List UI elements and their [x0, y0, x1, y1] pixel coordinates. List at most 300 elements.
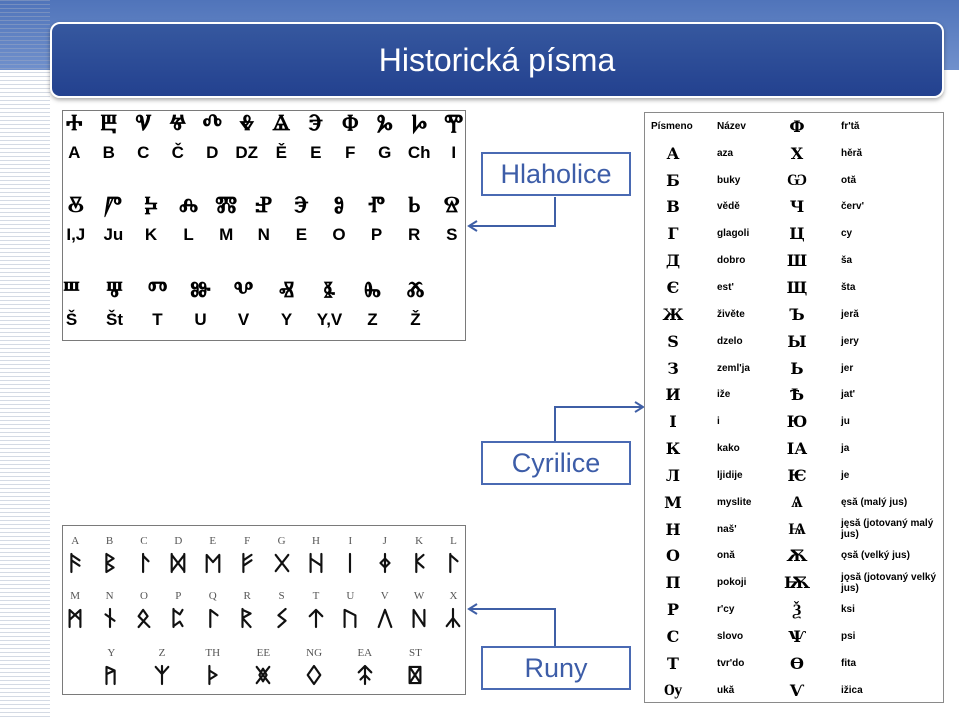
- cyrillic-letter-glyph: Ы: [787, 331, 807, 351]
- glagolitic-latin-label: U: [194, 310, 207, 329]
- cyrillic-table-row: [645, 328, 943, 355]
- cyrillic-letter-glyph: Г: [667, 224, 679, 244]
- glagolitic-letter: [320, 191, 358, 245]
- cyrillic-letter-glyph: Ѵ: [789, 680, 805, 700]
- cyrillic-letter-glyph: Ь: [790, 358, 804, 378]
- cyrillic-letter-glyph: Ю: [786, 412, 808, 432]
- rune-letter: [196, 534, 230, 574]
- cyrillic-letter-name: naš': [717, 523, 737, 535]
- rune-glyph: [341, 607, 359, 629]
- glagolitic-glyph: Ⰽ: [144, 192, 158, 218]
- glagolitic-letter: [62, 191, 95, 245]
- rune-glyph: [204, 552, 222, 574]
- glagolitic-letter: [402, 110, 437, 163]
- glagolitic-glyph: Ⰵ: [308, 110, 324, 136]
- cyrillic-letter-name: onă: [717, 550, 735, 562]
- cyrillic-letter-name: ksi: [841, 604, 855, 616]
- glagolitic-glyph: Ⱀ: [255, 192, 273, 218]
- rune-letter: [264, 534, 298, 574]
- glagolitic-latin-label: C: [137, 143, 150, 162]
- cyrillic-letter-name: jǫsă (jotovaný velký jus): [841, 571, 937, 594]
- rune-glyph: [273, 552, 291, 574]
- cyrillic-letter-glyph: Ф: [789, 116, 805, 136]
- rune-latin-label: J: [382, 535, 387, 547]
- rune-latin-label: N: [105, 590, 114, 602]
- glagolitic-latin-label: O: [332, 225, 346, 244]
- cyrillic-letter-name: buky: [717, 174, 741, 186]
- cyrillic-letter-name: glagoli: [717, 228, 750, 240]
- glagolitic-glyph: Ⱈ: [411, 110, 428, 136]
- glagolitic-row: [62, 191, 466, 245]
- rune-glyph: [135, 552, 153, 574]
- cyrillic-letter-name: myslite: [717, 496, 752, 508]
- glagolitic-glyph: Ⱇ: [341, 110, 359, 136]
- glagolitic-latin-label: K: [144, 225, 158, 244]
- glagolitic-latin-label: A: [68, 143, 81, 162]
- glagolitic-glyph: Ⰹ: [444, 110, 464, 136]
- rune-letter: [368, 589, 402, 629]
- rune-letter: [299, 534, 333, 574]
- cyrillic-letter-name: živěte: [717, 308, 745, 320]
- cyrillic-letter-glyph: І: [669, 412, 677, 432]
- rune-glyph: [101, 552, 119, 574]
- rune-glyph: [341, 552, 359, 574]
- cyrillic-letter-name: červ': [841, 201, 864, 213]
- cyrillic-letter-name: šta: [841, 281, 856, 293]
- cyrillic-letter-glyph: Є: [666, 277, 680, 297]
- cyrillic-table-row: [645, 569, 943, 596]
- cyrillic-letter-name: dobro: [717, 255, 746, 267]
- glagolitic-glyph: Ⰷ: [239, 110, 255, 136]
- cyrillic-table-row: [645, 516, 943, 543]
- rune-glyph: [410, 607, 428, 629]
- cyrillic-header-row: [645, 113, 943, 140]
- cyrillic-letter-glyph: Ѫ: [786, 546, 808, 566]
- rune-latin-label: F: [244, 535, 251, 547]
- glagolitic-glyph: Ⰳ: [376, 110, 393, 136]
- cyrillic-letter-name: est': [717, 281, 734, 293]
- rune-latin-label: R: [243, 590, 251, 602]
- glagolitic-glyph: Ⰶ: [406, 277, 425, 303]
- glagolitic-latin-label: B: [102, 143, 115, 162]
- rune-latin-label: K: [415, 535, 424, 547]
- glagolitic-letter: [222, 276, 265, 330]
- cyrillic-table-row: [645, 167, 943, 194]
- rune-latin-label: C: [140, 535, 148, 547]
- glagolitic-glyph: Ⱑ: [272, 110, 291, 136]
- cyrillic-letter-glyph: Б: [666, 170, 680, 190]
- rune-latin-label: H: [311, 535, 320, 547]
- cyrillic-letter-name: jery: [841, 335, 859, 347]
- cyrillic-letter-glyph: П: [665, 573, 681, 593]
- cyrillic-letter-glyph: ІА: [786, 439, 808, 459]
- cyrillic-table-row: [645, 543, 943, 570]
- cyrillic-letter-glyph: А: [666, 143, 680, 163]
- rune-latin-label: E: [209, 535, 217, 547]
- rune-latin-label: Z: [158, 647, 166, 659]
- rune-glyph: [135, 607, 153, 629]
- cyrillic-letter-glyph: Ѡ: [786, 170, 807, 190]
- glagolitic-glyph: Ⱍ: [169, 110, 187, 136]
- rune-latin-label: S: [278, 590, 285, 602]
- rune-letter: [62, 534, 92, 574]
- rune-latin-label: U: [346, 590, 355, 602]
- glagolitic-latin-label: Y,V: [316, 310, 343, 329]
- rune-letter: [196, 589, 230, 629]
- cyrillic-letter-name: vědě: [717, 201, 740, 213]
- glagolitic-letter: [62, 276, 93, 330]
- rune-letter: [86, 646, 137, 686]
- rune-row: [86, 646, 441, 686]
- cyrillic-letter-glyph: Ъ: [789, 304, 805, 324]
- rune-letter: [127, 534, 161, 574]
- rune-letter: [402, 589, 436, 629]
- rune-glyph: [153, 664, 171, 686]
- cyrillic-letter-name: aza: [717, 147, 734, 159]
- glagolitic-letter: [95, 191, 133, 245]
- column-header-name: Název: [717, 120, 746, 132]
- cyrillic-letter-name: ju: [841, 416, 850, 428]
- glagolitic-glyph: Ⰵ: [293, 192, 309, 218]
- glagolitic-glyph: Ⱓ: [104, 192, 123, 218]
- cyrillic-letter-glyph: Ѹ: [663, 680, 683, 700]
- rune-glyph: [356, 664, 374, 686]
- callout-cyrilice-label: Cyrilice: [511, 447, 601, 478]
- glagolitic-latin-label: Y: [280, 310, 293, 329]
- glagolitic-letter: [92, 110, 127, 163]
- glagolitic-latin-label: N: [257, 225, 270, 244]
- rune-letter: [230, 589, 264, 629]
- glagolitic-letter: [62, 110, 92, 163]
- glagolitic-row: [62, 110, 466, 163]
- glagolitic-letter: [132, 191, 170, 245]
- cyrillic-letter-glyph: Ѱ: [788, 626, 806, 646]
- glagolitic-letter: [395, 191, 433, 245]
- cyrillic-letter-glyph: Ѕ: [667, 331, 679, 351]
- cyrillic-letter-name: hěră: [841, 147, 863, 159]
- rune-letter: [238, 646, 289, 686]
- cyrillic-letter-glyph: Ж: [662, 304, 684, 324]
- rune-glyph: [102, 664, 120, 686]
- cyrillic-letter-name: otă: [841, 174, 856, 186]
- glagolitic-glyph: Ⰾ: [178, 192, 199, 218]
- rune-glyph: [410, 552, 428, 574]
- cyrillic-letter-name: ǫsă (velký jus): [841, 550, 910, 562]
- rune-glyph: [307, 607, 325, 629]
- glagolitic-latin-label: Ž: [410, 310, 421, 329]
- glagolitic-alphabet-image: [62, 110, 466, 341]
- rune-glyph: [66, 607, 84, 629]
- glagolitic-glyph: Ⰸ: [364, 277, 381, 303]
- cyrillic-letter-name: pokoji: [717, 577, 747, 589]
- cyrillic-letter-glyph: Д: [665, 251, 681, 271]
- glagolitic-letter: [170, 191, 208, 245]
- glagolitic-glyph: Ⰿ: [215, 192, 238, 218]
- rune-glyph: [238, 552, 256, 574]
- cyrillic-letter-name: cy: [841, 228, 853, 240]
- cyrillic-table-row: [645, 623, 943, 650]
- cyrillic-letter-glyph: Ш: [786, 251, 808, 271]
- cyrillic-letter-name: jat': [841, 389, 856, 401]
- callout-runy: [481, 646, 631, 690]
- glagolitic-latin-label: I,J: [66, 225, 86, 244]
- column-header-letter: Písmeno: [651, 120, 693, 132]
- rune-latin-label: M: [70, 590, 81, 602]
- cyrillic-letter-glyph: Ѩ: [788, 519, 806, 539]
- cyrillic-letter-glyph: Т: [667, 653, 679, 673]
- rune-letter: [368, 534, 402, 574]
- cyrillic-letter-glyph: И: [665, 385, 681, 405]
- title-bar: [50, 22, 944, 98]
- rune-letter: [436, 589, 466, 629]
- cyrillic-table-row: [645, 301, 943, 328]
- glagolitic-latin-label: Č: [171, 143, 184, 162]
- arrowhead-cyrilice: [635, 402, 643, 412]
- cyrillic-letter-name: r'cy: [717, 604, 735, 616]
- glagolitic-letter: [207, 191, 245, 245]
- glagolitic-letter: [265, 276, 308, 330]
- glagolitic-latin-label: D: [206, 143, 219, 162]
- glagolitic-glyph: Ⱆ: [190, 277, 211, 303]
- cyrillic-letter-glyph: Л: [665, 465, 681, 485]
- rune-letter: [230, 534, 264, 574]
- rune-letter: [402, 534, 436, 574]
- cyrillic-table-row: [645, 462, 943, 489]
- cyrillic-letter-name: psi: [841, 630, 856, 642]
- rune-row: [62, 534, 466, 574]
- rune-letter: [127, 589, 161, 629]
- glagolitic-glyph: Ⱛ: [323, 277, 336, 303]
- arrowhead-runy: [469, 604, 477, 614]
- glagolitic-letter: [283, 191, 321, 245]
- glagolitic-latin-label: L: [183, 225, 194, 244]
- glagolitic-letter: [230, 110, 265, 163]
- rune-letter: [436, 534, 466, 574]
- glagolitic-letter: [195, 110, 230, 163]
- rune-glyph: [305, 664, 323, 686]
- glagolitic-letter: [161, 110, 196, 163]
- cyrillic-letter-glyph: Ц: [789, 224, 805, 244]
- glagolitic-letter: [93, 276, 136, 330]
- glagolitic-glyph: Ⰲ: [233, 277, 254, 303]
- cyrillic-table-row: [645, 140, 943, 167]
- cyrillic-table-row: [645, 435, 943, 462]
- cyrillic-letter-glyph: К: [665, 439, 681, 459]
- callout-runy-label: Runy: [524, 652, 588, 683]
- left-stripe-decoration: [0, 0, 50, 718]
- glagolitic-glyph: Ⱄ: [443, 192, 460, 218]
- rune-letter: [339, 646, 390, 686]
- cyrillic-letter-glyph: В: [666, 197, 680, 217]
- glagolitic-letter: [437, 110, 467, 163]
- glagolitic-letter: [126, 110, 161, 163]
- glagolitic-letter: [333, 110, 368, 163]
- cyrillic-table-row: [645, 489, 943, 516]
- rune-glyph: [376, 552, 394, 574]
- rune-glyph: [406, 664, 424, 686]
- rune-glyph: [204, 664, 222, 686]
- cyrillic-table-row: [645, 677, 943, 703]
- glagolitic-glyph: Ⱋ: [106, 277, 123, 303]
- rune-latin-label: T: [312, 590, 320, 602]
- glagolitic-latin-label: V: [237, 310, 250, 329]
- cyrillic-letter-name: jęsă (jotovaný malý jus): [841, 518, 934, 541]
- cyrillic-table-row: [645, 408, 943, 435]
- cyrillic-letter-name: zeml'ja: [717, 362, 750, 374]
- rune-latin-label: EE: [256, 647, 271, 659]
- cyrillic-letter-name: je: [841, 469, 850, 481]
- glagolitic-glyph: Ⱁ: [333, 192, 345, 218]
- cyrillic-letter-name: tvr'do: [717, 657, 745, 669]
- rune-letter: [333, 534, 367, 574]
- glagolitic-latin-label: P: [370, 225, 383, 244]
- cyrillic-alphabet-table: [644, 112, 944, 703]
- glagolitic-letter: [308, 276, 351, 330]
- cyrillic-letter-glyph: Ѧ: [791, 492, 803, 512]
- cyrillic-table-row: [645, 381, 943, 408]
- rune-letter: [333, 589, 367, 629]
- rune-latin-label: V: [380, 590, 389, 602]
- rune-latin-label: B: [105, 535, 114, 547]
- glagolitic-latin-label: Št: [106, 310, 123, 329]
- cyrillic-letter-glyph: Х: [790, 143, 804, 163]
- rune-letter: [92, 589, 126, 629]
- glagolitic-latin-label: S: [446, 225, 458, 244]
- glagolitic-latin-label: DZ: [235, 143, 259, 162]
- rune-glyph: [273, 607, 291, 629]
- rune-glyph: [238, 607, 256, 629]
- glagolitic-glyph: Ⰻ: [67, 192, 84, 218]
- rune-latin-label: D: [174, 535, 183, 547]
- rune-row: [62, 589, 466, 629]
- rune-letter: [390, 646, 441, 686]
- rune-letter: [62, 589, 92, 629]
- cyrillic-letter-name: slovo: [717, 630, 744, 642]
- cyrillic-letter-name: fr'tă: [841, 120, 860, 132]
- cyrillic-letter-glyph: С: [666, 626, 680, 646]
- glagolitic-glyph: Ⰰ: [65, 110, 83, 136]
- rune-latin-label: O: [140, 590, 148, 602]
- rune-letter: [299, 589, 333, 629]
- glagolitic-latin-label: M: [219, 225, 234, 244]
- cyrillic-letter-glyph: О: [666, 546, 680, 566]
- rune-latin-label: Q: [208, 590, 217, 602]
- glagolitic-letter: [136, 276, 179, 330]
- cyrillic-letter-glyph: Ч: [789, 197, 805, 217]
- cyrillic-letter-name: ljidije: [717, 469, 743, 481]
- cyrillic-table-row: [645, 650, 943, 677]
- cyrillic-letter-name: dzelo: [717, 335, 743, 347]
- glagolitic-latin-label: Ch: [407, 143, 431, 162]
- glagolitic-letter: [351, 276, 394, 330]
- cyrillic-letter-glyph: Ѳ: [790, 653, 804, 673]
- glagolitic-glyph: Ⰴ: [202, 110, 223, 136]
- glagolitic-glyph: Ⱌ: [135, 110, 152, 136]
- arrowhead-hlaholice: [469, 221, 477, 231]
- rune-letter: [187, 646, 238, 686]
- glagolitic-glyph: Ⱏ: [278, 277, 295, 303]
- rune-letter: [289, 646, 340, 686]
- rune-latin-label: ST: [409, 647, 422, 659]
- rune-latin-label: EA: [357, 647, 373, 659]
- glagolitic-letter: [394, 276, 437, 330]
- callout-hlaholice-label: Hlaholice: [500, 158, 612, 189]
- glagolitic-latin-label: T: [152, 310, 163, 329]
- rune-latin-label: L: [450, 535, 457, 547]
- glagolitic-letter: [368, 110, 403, 163]
- rune-glyph: [307, 552, 325, 574]
- connector-runy: [469, 609, 555, 646]
- rune-glyph: [101, 607, 119, 629]
- glagolitic-letter: [299, 110, 334, 163]
- cyrillic-letter-glyph: Ѣ: [789, 385, 805, 405]
- cyrillic-letter-name: kako: [717, 443, 740, 455]
- cyrillic-table-row: [645, 220, 943, 247]
- callout-cyrilice: [481, 441, 631, 485]
- cyrillic-letter-name: ja: [841, 443, 850, 455]
- rune-glyph: [66, 552, 84, 574]
- cyrillic-table-body: [645, 113, 943, 703]
- rune-latin-label: TH: [205, 647, 221, 659]
- rune-latin-label: NG: [306, 647, 323, 659]
- cyrillic-letter-glyph: Ѯ: [792, 599, 802, 619]
- rune-letter: [137, 646, 188, 686]
- rune-letter: [161, 534, 195, 574]
- rune-latin-label: A: [71, 535, 80, 547]
- cyrillic-table-row: [645, 355, 943, 382]
- cyrillic-letter-glyph: Ѥ: [787, 465, 807, 485]
- connector-cyrilice: [555, 407, 643, 441]
- rune-letter: [161, 589, 195, 629]
- cyrillic-letter-glyph: З: [667, 358, 679, 378]
- rune-glyph: [444, 607, 462, 629]
- rune-glyph: [169, 552, 187, 574]
- callout-hlaholice: [481, 152, 631, 196]
- glagolitic-glyph: Ⱎ: [63, 277, 80, 303]
- glagolitic-latin-label: R: [408, 225, 421, 244]
- glagolitic-latin-label: E: [310, 143, 322, 162]
- runic-alphabet-image: [62, 525, 466, 695]
- rune-letter: [264, 589, 298, 629]
- cyrillic-letter-name: ęsă (malý jus): [841, 496, 908, 508]
- glagolitic-latin-label: Ju: [103, 225, 124, 244]
- cyrillic-letter-name: fita: [841, 657, 856, 669]
- glagolitic-letter: [264, 110, 299, 163]
- glagolitic-latin-label: G: [378, 143, 392, 162]
- cyrillic-letter-name: jeră: [841, 308, 859, 320]
- cyrillic-table-row: [645, 596, 943, 623]
- glagolitic-glyph: Ⱃ: [407, 192, 421, 218]
- rune-latin-label: P: [175, 590, 182, 602]
- cyrillic-table-row: [645, 194, 943, 221]
- glagolitic-glyph: Ⱂ: [367, 192, 386, 218]
- rune-latin-label: X: [449, 590, 458, 602]
- connector-hlaholice: [469, 197, 555, 226]
- cyrillic-letter-name: iže: [717, 389, 731, 401]
- glagolitic-latin-label: Š: [65, 310, 78, 329]
- cyrillic-letter-glyph: Н: [665, 519, 681, 539]
- glagolitic-latin-label: F: [345, 143, 356, 162]
- glagolitic-letter: [358, 191, 396, 245]
- cyrillic-letter-name: ša: [841, 255, 853, 267]
- cyrillic-letter-glyph: Ѭ: [783, 573, 811, 593]
- rune-latin-label: I: [348, 535, 353, 547]
- glagolitic-glyph: Ⰱ: [100, 110, 118, 136]
- rune-latin-label: W: [413, 590, 425, 602]
- cyrillic-letter-glyph: Р: [666, 600, 680, 620]
- rune-glyph: [254, 664, 272, 686]
- rune-glyph: [169, 607, 187, 629]
